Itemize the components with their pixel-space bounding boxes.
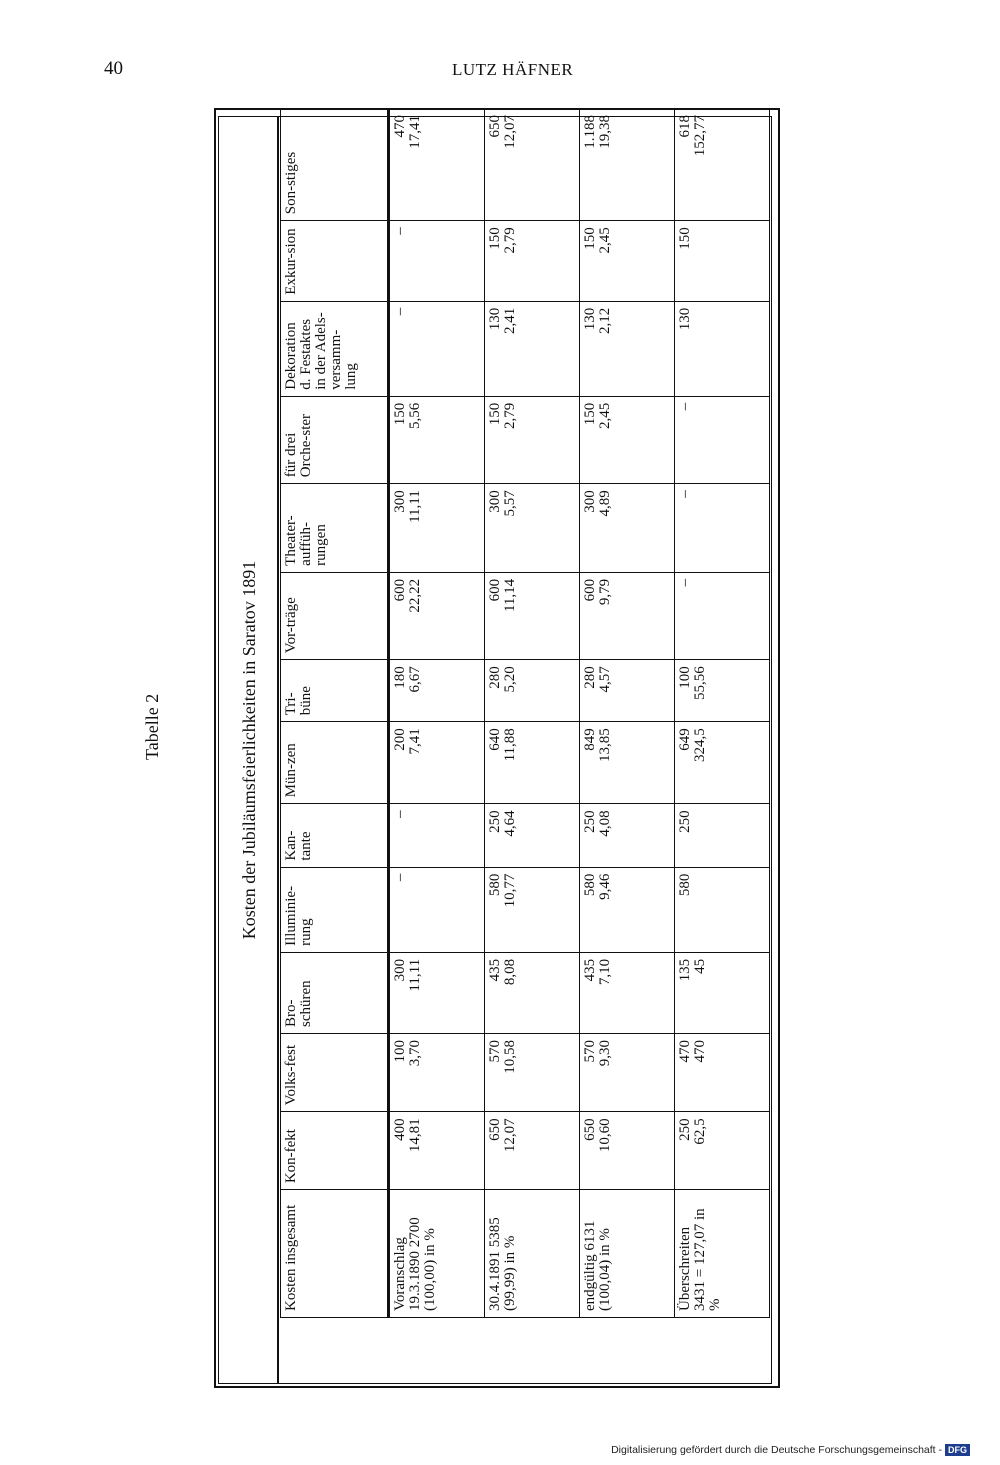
percent-value: 2,45 [597, 402, 613, 429]
footer-text: Digitalisierung gefördert durch die Deutsche Forschungsgemeinschaft - [611, 1444, 942, 1456]
percent-value: 5,56 [407, 402, 423, 429]
percent-value: 152,77 [692, 115, 708, 157]
table-cell [675, 301, 770, 396]
table-cell [389, 660, 485, 722]
cost-value: 100 [677, 666, 693, 689]
cost-value: 640 [487, 728, 503, 751]
row-label: Voranschlag 19.3.1890 2700 (100,00) in % [389, 1190, 485, 1318]
cost-value: – [392, 873, 408, 882]
cost-value: 650 [582, 1118, 598, 1141]
percent-value: 4,57 [597, 666, 613, 693]
table-cell [389, 301, 485, 396]
percent-value: 62,5 [692, 1118, 708, 1145]
table-cell [580, 221, 675, 301]
cost-value: 470 [677, 1040, 693, 1063]
dfg-logo: DFG [945, 1444, 970, 1456]
table-cell [485, 301, 580, 396]
percent-value: 4,64 [502, 810, 518, 837]
percent-value: 6,67 [407, 666, 423, 693]
cost-value: 150 [582, 402, 598, 426]
table-cell [485, 1112, 580, 1190]
cost-value: 250 [582, 810, 598, 833]
table-cell [675, 804, 770, 867]
percent-value: 4,08 [597, 810, 613, 837]
cost-value: 580 [582, 873, 598, 897]
percent-value: 19,38 [597, 115, 613, 149]
footer [611, 1444, 970, 1456]
table-cell [675, 1112, 770, 1190]
column-header: Dekoration d. Festaktes in der Adels-versamm-lung [281, 301, 389, 396]
table-cell [580, 804, 675, 867]
cost-value: 280 [582, 666, 598, 689]
cost-value: 150 [392, 402, 408, 426]
cost-value: 580 [487, 873, 503, 897]
cost-value: 570 [487, 1040, 503, 1063]
percent-value: 4,89 [597, 490, 613, 517]
table-cell [675, 722, 770, 804]
cost-value: 580 [677, 873, 693, 897]
column-header: Theater-auffüh-rungen [281, 484, 389, 573]
cost-value: 280 [487, 666, 503, 689]
percent-value: 45 [692, 958, 708, 974]
percent-value: 2,12 [597, 307, 613, 334]
column-header: Vor-träge [281, 572, 389, 659]
cost-value: 250 [677, 810, 693, 833]
percent-value: 470 [692, 1040, 708, 1063]
table-caption: Tabelle 2 [142, 693, 162, 760]
percent-value: 14,81 [407, 1118, 423, 1153]
cost-value: 130 [677, 307, 693, 331]
cost-value: 150 [487, 227, 503, 250]
cost-value: – [677, 578, 693, 587]
table-cell [485, 484, 580, 573]
cost-value: 250 [487, 810, 503, 833]
percent-value: 3,70 [407, 1040, 423, 1067]
table-row [675, 109, 770, 1318]
percent-value: 10,58 [502, 1040, 518, 1074]
table-cell [580, 1112, 675, 1190]
cost-value: 400 [392, 1118, 408, 1141]
table-cell [389, 1112, 485, 1190]
table-header-row [281, 109, 389, 1318]
cost-value: 570 [582, 1040, 598, 1063]
percent-value: 2,45 [597, 227, 613, 254]
table-cell [675, 952, 770, 1033]
percent-value: 55,56 [692, 666, 708, 701]
table-cell [485, 1034, 580, 1112]
column-header: Mün-zen [281, 722, 389, 804]
cost-value: 649 [677, 728, 693, 751]
table-cell [389, 804, 485, 867]
table-cell [485, 722, 580, 804]
cost-value: – [392, 810, 408, 818]
cost-value: – [677, 402, 693, 411]
row-label: Überschreiten 3431 = 127,07 in % [675, 1190, 770, 1318]
cost-value: 435 [487, 958, 503, 982]
cost-value: 135 [677, 958, 693, 982]
table-cell [389, 1034, 485, 1112]
cost-value: 849 [582, 728, 598, 751]
column-header: Son-stiges [281, 109, 389, 221]
percent-value: 13,85 [597, 728, 613, 762]
table-cell [580, 722, 675, 804]
cost-value: 130 [487, 307, 503, 331]
percent-value: 324,5 [692, 728, 708, 762]
cost-value: 650 [487, 1118, 503, 1141]
percent-value: 5,57 [502, 490, 518, 517]
percent-value: 12,07 [502, 1118, 518, 1153]
percent-value: 2,79 [502, 227, 518, 254]
percent-value: 10,60 [597, 1118, 613, 1153]
table-cell [580, 660, 675, 722]
table-cell [389, 572, 485, 659]
column-header: für drei Orche-ster [281, 396, 389, 484]
column-header: Exkur-sion [281, 221, 389, 301]
table-cell [389, 722, 485, 804]
table-cell [675, 221, 770, 301]
cost-value: 200 [392, 728, 408, 751]
percent-value: 2,41 [502, 307, 518, 334]
table-cell [485, 572, 580, 659]
cost-value: 300 [392, 958, 408, 982]
table-cell [389, 867, 485, 952]
running-head: LUTZ HÄFNER [452, 60, 574, 79]
cost-value: 600 [487, 578, 503, 602]
table-cell [485, 952, 580, 1033]
column-header: Kosten insgesamt [281, 1190, 389, 1318]
cost-value: 470 [392, 115, 408, 138]
table-cell [580, 1034, 675, 1112]
percent-value: 22,22 [407, 578, 423, 613]
cost-value: 130 [582, 307, 598, 331]
cost-value: 300 [392, 490, 408, 513]
table-cell [485, 867, 580, 952]
percent-value: 5,20 [502, 666, 518, 693]
table-cell [389, 952, 485, 1033]
table-cell [485, 396, 580, 484]
cost-value: 150 [487, 402, 503, 426]
percent-value: 2,79 [502, 402, 518, 429]
percent-value: 17,41 [407, 115, 423, 149]
cost-value: 100 [392, 1040, 408, 1063]
percent-value: 9,79 [597, 578, 613, 606]
table-cell [485, 221, 580, 301]
row-label: 30.4.1891 5385 (99,99) in % [485, 1190, 580, 1318]
column-header: Tri-büne [281, 660, 389, 722]
table-cell [580, 572, 675, 659]
percent-value: 10,77 [502, 873, 518, 908]
table-cell [675, 484, 770, 573]
percent-value: 7,41 [407, 728, 423, 755]
page-number: 40 [104, 58, 123, 79]
cost-value: – [677, 490, 693, 498]
cost-value: – [392, 227, 408, 235]
table-row [485, 109, 580, 1318]
column-header: Kan-tante [281, 804, 389, 867]
table-cell [675, 1034, 770, 1112]
table-cell [580, 952, 675, 1033]
table-row [389, 109, 485, 1318]
cost-value: 300 [582, 490, 598, 513]
table-cell [580, 867, 675, 952]
column-header: Illuminie-rung [281, 867, 389, 952]
table-cell [675, 867, 770, 952]
cost-value: 435 [582, 958, 598, 982]
cost-value: 600 [582, 578, 598, 602]
table-cell [389, 484, 485, 573]
table-cell [389, 221, 485, 301]
table-cell [580, 396, 675, 484]
column-header: Bro-schüren [281, 952, 389, 1033]
table-cell [675, 396, 770, 484]
cost-value: 650 [487, 115, 503, 138]
table-row [580, 109, 675, 1318]
table-cell [389, 109, 485, 221]
percent-value: 11,14 [502, 578, 518, 613]
cost-value: 600 [392, 578, 408, 602]
table-title: Kosten der Jubiläumsfeierlichkeiten in Saratov 1891 [219, 117, 279, 1383]
table-cell [485, 660, 580, 722]
table-cell [485, 804, 580, 867]
percent-value: 11,11 [407, 958, 423, 992]
cost-value: 150 [582, 227, 598, 250]
table-block [214, 108, 780, 1388]
cost-value: 150 [677, 227, 693, 250]
cost-value: 618 [677, 115, 693, 138]
table-cell [675, 109, 770, 221]
cost-table [280, 108, 770, 1318]
cost-value: – [392, 307, 408, 316]
table-cell [580, 109, 675, 221]
table-cell [675, 660, 770, 722]
percent-value: 7,10 [597, 958, 613, 986]
percent-value: 11,88 [502, 728, 518, 762]
percent-value: 9,30 [597, 1040, 613, 1067]
cost-value: 180 [392, 666, 408, 689]
percent-value: 9,46 [597, 873, 613, 900]
column-header: Volks-fest [281, 1034, 389, 1112]
table-cell [675, 572, 770, 659]
cost-value: 300 [487, 490, 503, 513]
row-label: endgültig 6131 (100,04) in % [580, 1190, 675, 1318]
cost-value: 250 [677, 1118, 693, 1141]
column-header: Kon-fekt [281, 1112, 389, 1190]
cost-value: 1.188 [582, 115, 598, 149]
table-cell [389, 396, 485, 484]
table-cell [580, 484, 675, 573]
table-cell [485, 109, 580, 221]
table-cell [580, 301, 675, 396]
percent-value: 11,11 [407, 490, 423, 523]
percent-value: 12,07 [502, 115, 518, 149]
percent-value: 8,08 [502, 958, 518, 986]
